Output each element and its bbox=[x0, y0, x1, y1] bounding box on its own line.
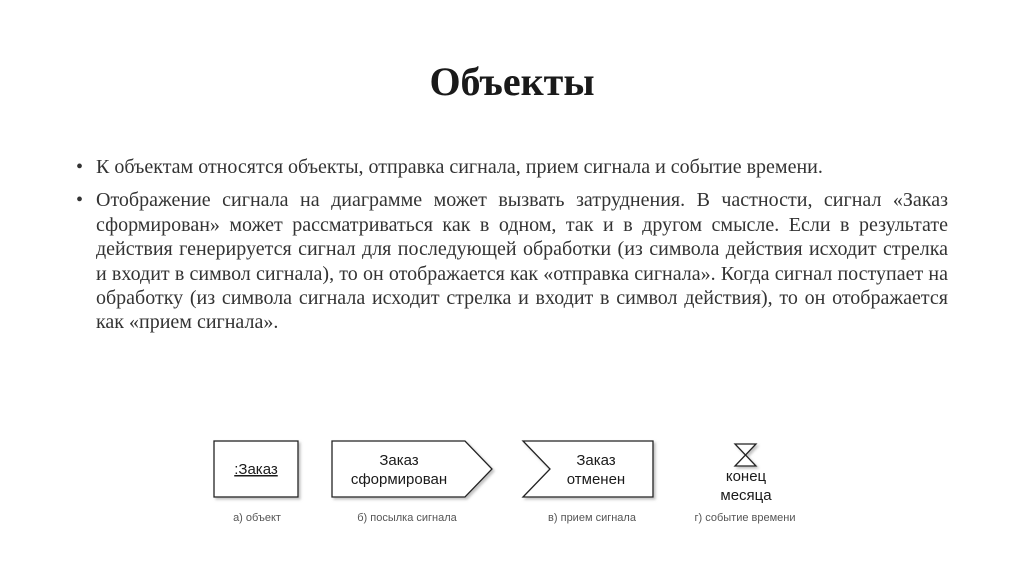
send-signal-symbol bbox=[332, 441, 492, 524]
send-signal-line1: Заказ bbox=[379, 452, 419, 469]
object-label: :Заказ bbox=[234, 461, 278, 478]
bullet-list bbox=[74, 155, 948, 344]
receive-signal-caption: в) прием сигнала bbox=[548, 512, 636, 524]
time-event-line1: конец bbox=[725, 468, 767, 485]
receive-signal-symbol bbox=[523, 441, 653, 524]
send-signal-caption: б) посылка сигнала bbox=[357, 512, 457, 524]
time-event-symbol bbox=[694, 444, 795, 524]
bullet-item: • К объектам относятся объекты, отправка сигнала, прием сигнала и событие времени. bbox=[74, 155, 948, 179]
receive-signal-line2: отменен bbox=[566, 471, 626, 488]
time-event-line2: месяца bbox=[720, 487, 772, 504]
object-symbol bbox=[214, 441, 298, 524]
slide-title: Объекты bbox=[429, 59, 595, 104]
object-caption: а) объект bbox=[233, 512, 281, 524]
uml-notation-figure bbox=[200, 425, 820, 535]
hourglass-icon bbox=[735, 444, 756, 466]
receive-signal-line1: Заказ bbox=[576, 452, 616, 469]
bullet-item: • Отображение сигнала на диаграмме может вызвать затруднения. В частности, сигнал «Заказ сформирован» может рассматриваться как в одном, так и в другом смысле. Если в результате действия генерируется сигнал для последующей обработки (из символа действия исходит стрелка и входит в символ сигнала), то он отображается как «отправка сигнала». Когда сигнал поступает на обработку (из символа сигнала исходит стрелка и входит в символ действия), то он отображается как «прием сигнала». bbox=[74, 188, 948, 334]
time-event-caption: г) событие времени bbox=[694, 512, 796, 524]
send-signal-line2: сформирован bbox=[350, 471, 448, 488]
